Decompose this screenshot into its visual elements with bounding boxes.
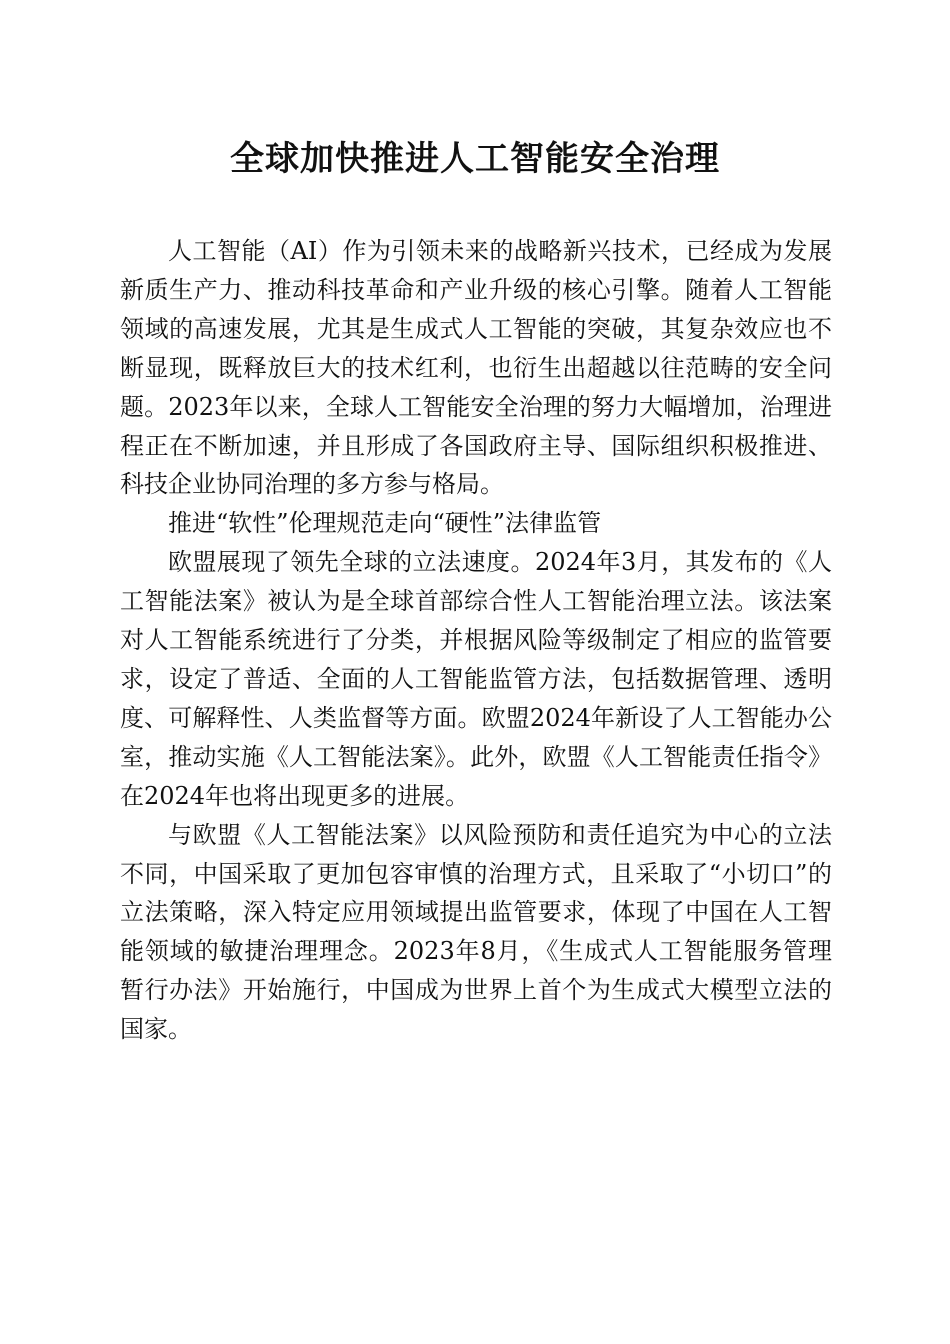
section-heading: 推进“软性”伦理规范走向“硬性”法律监管 [168, 509, 602, 538]
paragraph-eu: 欧盟展现了领先全球的立法速度。2024年3月，其发布的《人工智能法案》被认为是全球首部综合性人工智能治理立法。该法案对人工智能系统进行了分类，并根据风险等级制定了相应的监管要求，设定了普适、全面的人工智能监管方法，包括数据管理、透明度、可解释性、人类监督等方面。欧盟2024年新设了人工智能办公室，推动实施《人工智能法案》。此外，欧盟《人工智能责任指令》在2024年也将出现更多的进展。 [120, 548, 832, 810]
paragraph-china: 与欧盟《人工智能法案》以风险预防和责任追究为中心的立法不同，中国采取了更加包容审慎的治理方式，且采取了“小切口”的立法策略，深入特定应用领域提出监管要求，体现了中国在人工智能领域的敏捷治理理念。2023年8月，《生成式人工智能服务管理暂行办法》开始施行，中国成为世界上首个为生成式大模型立法的国家。 [120, 820, 832, 1044]
document-title: 全球加快推进人工智能安全治理 [230, 139, 720, 179]
document-body [120, 232, 832, 1049]
paragraph-intro: 人工智能（AI）作为引领未来的战略新兴技术，已经成为发展新质生产力、推动科技革命和产业升级的核心引擎。随着人工智能领域的高速发展，尤其是生成式人工智能的突破，其复杂效应也不断显现，既释放巨大的技术红利，也衍生出超越以往范畴的安全问题。2023年以来，全球人工智能安全治理的努力大幅增加，治理进程正在不断加速，并且形成了各国政府主导、国际组织积极推进、科技企业协同治理的多方参与格局。 [120, 237, 832, 499]
